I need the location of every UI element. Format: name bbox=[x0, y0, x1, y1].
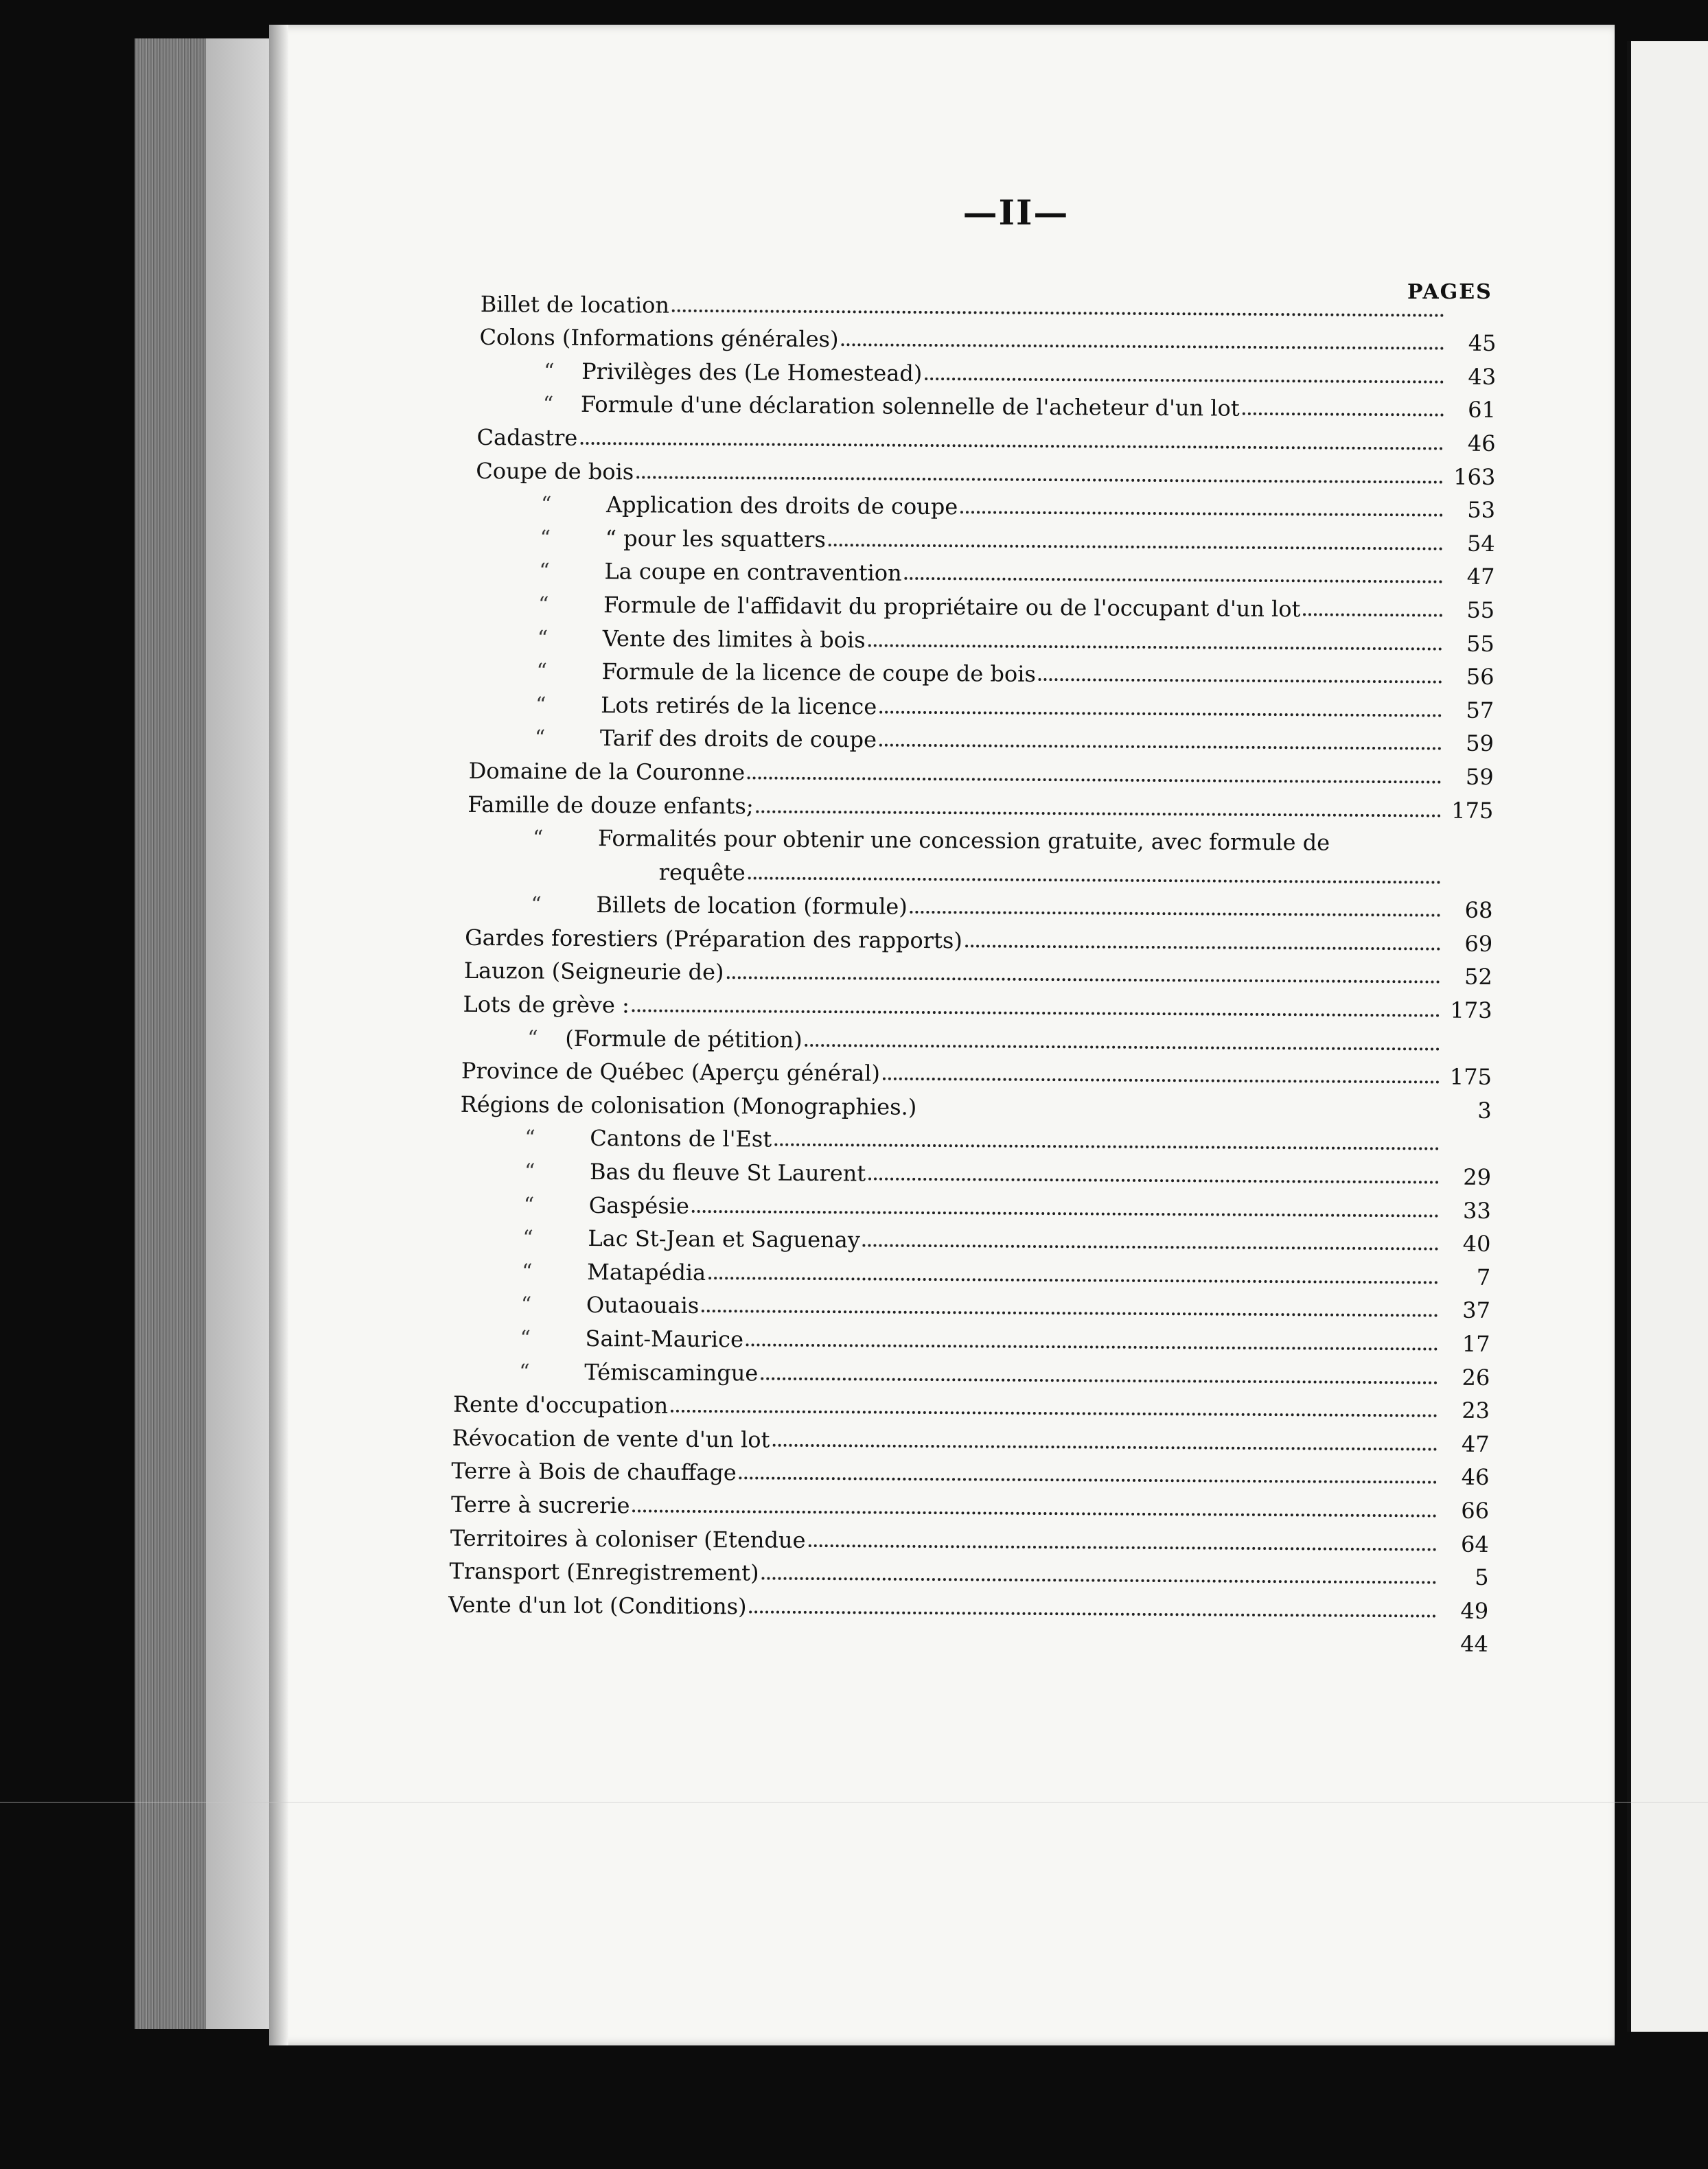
ditto-mark: “ bbox=[522, 1226, 533, 1251]
dot-leader bbox=[960, 511, 1443, 516]
dot-leader bbox=[829, 544, 1443, 550]
index-entry-page: 54 bbox=[1466, 530, 1495, 557]
ditto-mark: “ bbox=[537, 626, 549, 651]
index-entry-label: Cadastre bbox=[476, 424, 578, 451]
dot-leader bbox=[708, 1277, 1438, 1284]
index-entry-label: (Formule de pétition) bbox=[565, 1025, 803, 1053]
index-entry-page: 45 bbox=[1468, 329, 1497, 357]
dot-leader bbox=[808, 1544, 1436, 1551]
index-list bbox=[448, 281, 1497, 1658]
index-entry-page: 7 bbox=[1476, 1264, 1491, 1290]
index-entry-label: Matapédia bbox=[587, 1258, 706, 1286]
index-entry-label: Billet de location bbox=[480, 290, 670, 318]
index-entry-label: Formalités pour obtenir une concession gratuite, avec formule de bbox=[597, 825, 1330, 856]
index-entry-page: 163 bbox=[1453, 463, 1496, 490]
index-entry-page: 37 bbox=[1462, 1297, 1490, 1324]
index-entry-label: Tarif des droits de coupe bbox=[599, 725, 877, 753]
index-entry-page: 59 bbox=[1465, 763, 1494, 790]
index-entry-label: Billets de location (formule) bbox=[596, 892, 908, 920]
dot-leader bbox=[702, 1310, 1438, 1317]
index-entry-page: 175 bbox=[1451, 797, 1494, 824]
index-entry-label: requête bbox=[658, 859, 746, 886]
index-entry-label: Privilèges des (Le Homestead) bbox=[581, 358, 923, 386]
dot-leader bbox=[883, 1078, 1440, 1084]
dot-leader bbox=[726, 977, 1440, 984]
index-entry-label: Gaspésie bbox=[588, 1192, 689, 1219]
index-entry-page: 173 bbox=[1450, 997, 1492, 1024]
dot-leader bbox=[746, 1343, 1438, 1350]
index-entry-page: 49 bbox=[1460, 1597, 1489, 1624]
ditto-mark: “ bbox=[535, 693, 546, 717]
ditto-mark: “ bbox=[523, 1193, 535, 1218]
index-entry-label: Domaine de la Couronne bbox=[468, 757, 746, 786]
dot-leader bbox=[879, 744, 1442, 750]
index-entry-label: Formule de l'affidavit du propriétaire ou de l'occupant d'un lot bbox=[603, 592, 1301, 623]
index-entry-label: Bas du fleuve St Laurent bbox=[589, 1159, 866, 1187]
index-entry-label: Famille de douze enfants; bbox=[468, 791, 754, 819]
ditto-mark: “ bbox=[540, 526, 551, 550]
index-entry bbox=[448, 1615, 1489, 1658]
index-entry-page: 26 bbox=[1462, 1364, 1490, 1391]
dot-leader bbox=[863, 1244, 1439, 1251]
index-entry-page: 175 bbox=[1449, 1063, 1492, 1091]
ditto-mark: “ bbox=[520, 1292, 532, 1317]
index-entry-page: 69 bbox=[1464, 930, 1493, 957]
dot-leader bbox=[749, 1610, 1436, 1617]
index-entry-page: 68 bbox=[1464, 897, 1493, 924]
index-entry-page: 52 bbox=[1464, 964, 1492, 990]
index-entry-label: Gardes forestiers (Préparation des rapports) bbox=[465, 924, 962, 954]
index-entry-page: 59 bbox=[1466, 730, 1494, 757]
index-entry-label: Lots de grève : bbox=[463, 990, 630, 1019]
dot-leader bbox=[636, 476, 1443, 483]
index-entry-label: Province de Québec (Aperçu général) bbox=[461, 1058, 881, 1087]
dot-leader bbox=[905, 577, 1443, 583]
index-entry-page: 43 bbox=[1468, 363, 1497, 390]
index-entry-page: 55 bbox=[1466, 630, 1494, 657]
index-entry-label: Témiscamingue bbox=[584, 1358, 759, 1387]
ditto-mark: “ bbox=[534, 726, 546, 750]
dot-leader bbox=[580, 442, 1443, 450]
dot-leader bbox=[748, 776, 1442, 783]
dot-leader bbox=[757, 810, 1442, 817]
index-entry-page: 29 bbox=[1463, 1163, 1492, 1191]
index-entry-label: Régions de colonisation (Monographies.) bbox=[460, 1091, 917, 1120]
index-entry-label: Terre à sucrerie bbox=[450, 1491, 630, 1519]
dot-leader bbox=[761, 1577, 1436, 1584]
dot-leader bbox=[1303, 613, 1442, 616]
index-entry-page: 5 bbox=[1475, 1564, 1489, 1591]
facing-page-edge bbox=[1627, 41, 1708, 2032]
index-entry-label: Lac St-Jean et Saguenay bbox=[588, 1225, 861, 1253]
dot-leader bbox=[632, 1509, 1437, 1517]
index-entry-label: Territoires à coloniser (Etendue bbox=[450, 1524, 806, 1553]
ditto-mark: “ bbox=[524, 1126, 535, 1150]
index-entry-label: Lauzon (Seigneurie de) bbox=[463, 958, 724, 986]
index-entry-label: Transport (Enregistrement) bbox=[449, 1557, 759, 1586]
dot-leader bbox=[748, 877, 1441, 883]
index-entry-label: Terre à Bois de chauffage bbox=[451, 1458, 737, 1486]
index-entry-page: 40 bbox=[1462, 1230, 1491, 1257]
index-entry-label: Colons (Informations générales) bbox=[479, 324, 839, 353]
dot-leader bbox=[761, 1377, 1438, 1384]
dot-leader bbox=[772, 1443, 1437, 1450]
index-entry-page: 66 bbox=[1461, 1497, 1490, 1524]
dot-leader bbox=[1243, 413, 1444, 417]
index-entry-label: “ pour les squatters bbox=[605, 524, 826, 553]
dot-leader bbox=[868, 1178, 1439, 1184]
index-entry-page: 55 bbox=[1466, 596, 1495, 623]
pages-column-header: PAGES bbox=[1407, 280, 1492, 304]
ditto-mark: “ bbox=[520, 1326, 531, 1351]
ditto-mark: “ bbox=[542, 392, 554, 417]
index-entry-page: 46 bbox=[1461, 1464, 1490, 1491]
index-entry-page: 57 bbox=[1466, 697, 1494, 723]
index-entry-label: Vente des limites à bois bbox=[602, 625, 866, 653]
ditto-mark: “ bbox=[536, 659, 547, 684]
ditto-mark: “ bbox=[524, 1159, 535, 1184]
ditto-mark: “ bbox=[532, 826, 544, 850]
gutter-shadow bbox=[269, 25, 288, 2045]
index-entry-label: Rente d'occupation bbox=[452, 1391, 669, 1419]
index-entry-page: 3 bbox=[1477, 1097, 1492, 1124]
ditto-mark: “ bbox=[540, 492, 552, 517]
index-entry-page: 53 bbox=[1467, 496, 1496, 524]
dot-leader bbox=[632, 1009, 1440, 1017]
ditto-mark: “ bbox=[544, 359, 555, 384]
dot-leader bbox=[671, 1410, 1438, 1417]
dot-leader bbox=[1039, 678, 1442, 684]
dot-leader bbox=[774, 1144, 1439, 1150]
index-entry-page: 44 bbox=[1460, 1631, 1489, 1658]
index-entry-label: Formule d'une déclaration solennelle de l'acheteur d'un lot bbox=[580, 391, 1240, 422]
index-entry-page: 47 bbox=[1461, 1430, 1490, 1457]
dot-leader bbox=[868, 644, 1442, 650]
dot-leader bbox=[965, 944, 1440, 950]
dot-leader bbox=[919, 1114, 1439, 1117]
dot-leader bbox=[692, 1210, 1439, 1218]
index-entry-page: 61 bbox=[1468, 397, 1496, 424]
index-entry-label: Cantons de l'Est bbox=[590, 1125, 772, 1153]
dot-leader bbox=[739, 1477, 1438, 1484]
ditto-mark: “ bbox=[527, 1026, 538, 1051]
index-entry-label: Formule de la licence de coupe de bois bbox=[601, 658, 1036, 688]
dot-leader bbox=[925, 378, 1444, 384]
index-entry-label: Révocation de vente d'un lot bbox=[452, 1424, 770, 1453]
page-number: —II— bbox=[962, 192, 1070, 233]
index-entry-label: Outaouais bbox=[586, 1292, 700, 1319]
index-entry-page: 64 bbox=[1460, 1531, 1489, 1557]
index-entry-label: La coupe en contravention bbox=[604, 558, 902, 587]
ditto-mark: “ bbox=[539, 559, 550, 583]
index-entry-label: Vente d'un lot (Conditions) bbox=[448, 1591, 747, 1620]
dot-leader bbox=[910, 911, 1441, 917]
index-entry-page: 46 bbox=[1467, 430, 1496, 457]
dot-leader bbox=[672, 309, 1444, 316]
ditto-mark: “ bbox=[519, 1359, 530, 1384]
index-entry-page: 56 bbox=[1466, 663, 1494, 691]
scan-artifact-line bbox=[0, 1802, 1708, 1803]
index-entry-page: 17 bbox=[1462, 1330, 1490, 1358]
ditto-mark: “ bbox=[531, 892, 542, 917]
index-entry-label: Lots retirés de la licence bbox=[601, 691, 877, 720]
dot-leader bbox=[841, 343, 1444, 349]
index-entry-label: Saint-Maurice bbox=[585, 1325, 744, 1353]
index-entry-label: Coupe de bois bbox=[476, 457, 634, 485]
ditto-mark: “ bbox=[522, 1260, 533, 1284]
scan-background bbox=[0, 2045, 1708, 2169]
dot-leader bbox=[805, 1044, 1440, 1051]
index-entry-page: 33 bbox=[1462, 1197, 1491, 1224]
dot-leader bbox=[879, 710, 1442, 717]
ditto-mark: “ bbox=[538, 592, 549, 617]
index-entry-label: Application des droits de coupe bbox=[605, 491, 958, 520]
index-entry-page: 47 bbox=[1466, 564, 1495, 590]
index-entry-page: 23 bbox=[1462, 1397, 1490, 1424]
